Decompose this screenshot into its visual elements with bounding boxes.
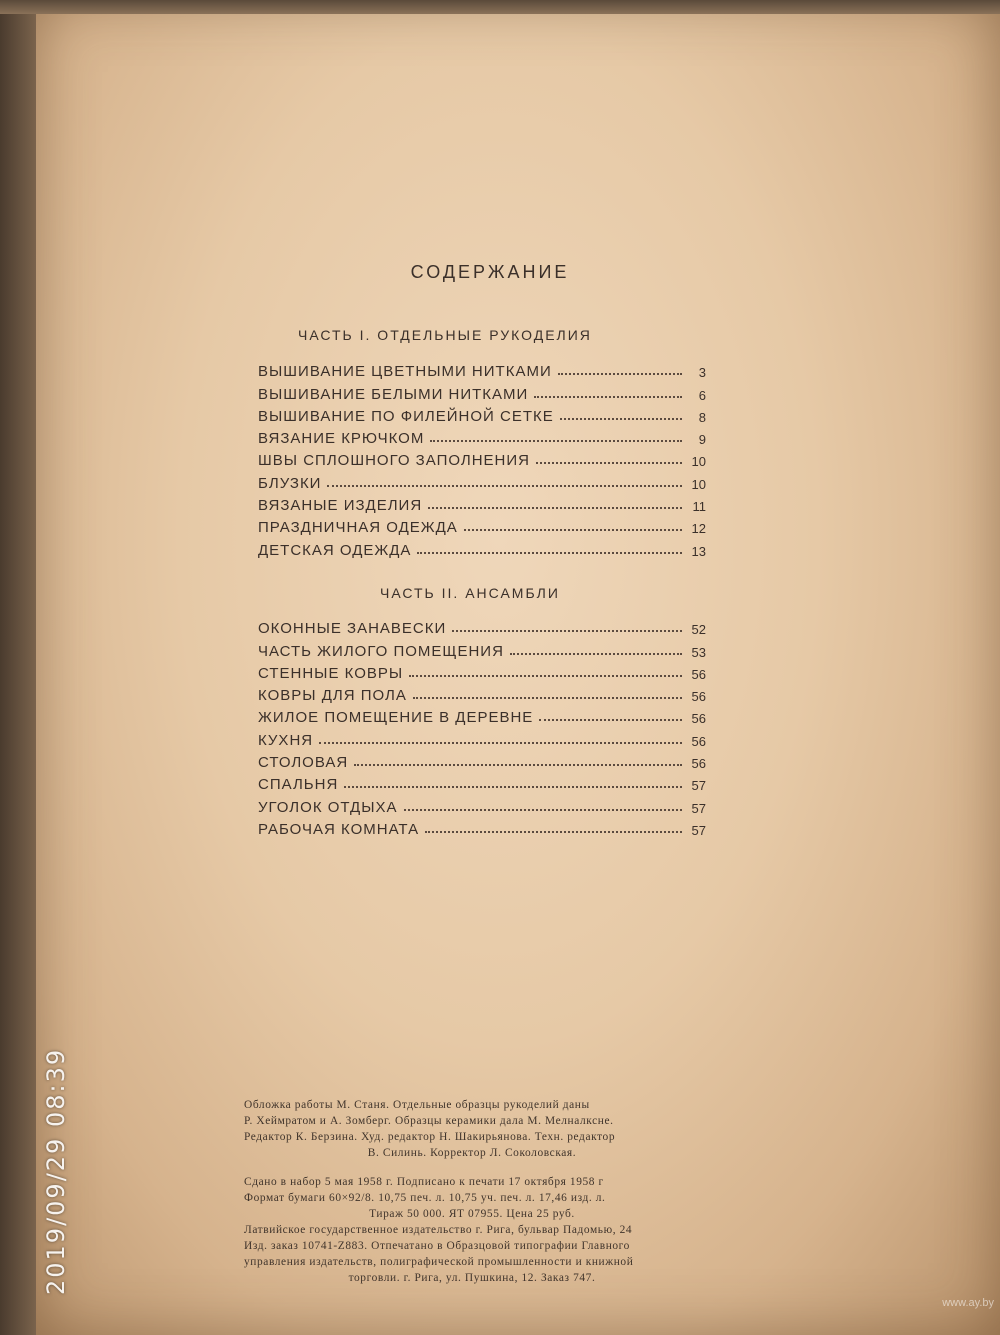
toc-entry-title: УГОЛОК ОТДЫХА [258,798,398,816]
credits-block [244,1097,700,1161]
part-1-heading: ЧАСТЬ I. ОТДЕЛЬНЫЕ РУКОДЕЛИЯ [298,327,592,343]
toc-leader-dots [409,675,682,677]
part-2-heading: ЧАСТЬ II. АНСАМБЛИ [380,585,560,601]
print-info-line: Изд. заказ 10741-Z883. Отпечатано в Образцовой типографии Главного [244,1240,630,1252]
toc-leader-dots [404,809,682,811]
toc-entry-page-number: 52 [691,622,706,638]
toc-entry-title: ДЕТСКАЯ ОДЕЖДА [258,541,412,559]
toc-entry-title: ВЫШИВАНИЕ ЦВЕТНЫМИ НИТКАМИ [258,363,552,381]
toc-entry-title: БЛУЗКИ [258,474,322,492]
toc-entry-title: ВЫШИВАНИЕ ПО ФИЛЕЙНОЙ СЕТКЕ [258,407,554,425]
toc-entry-page-number: 6 [698,387,706,403]
toc-leader-dots [539,719,682,721]
toc-entry [258,492,706,514]
toc-entry [258,726,706,748]
toc-leader-dots [430,440,682,442]
site-watermark: www.ay.by [942,1297,994,1309]
toc-entry [258,816,706,838]
toc-leader-dots [319,742,682,744]
toc-entry-page-number: 9 [698,432,706,448]
toc-leader-dots [417,552,682,554]
toc-entry-page-number: 53 [691,644,706,660]
toc-entry-page-number: 56 [691,711,706,727]
toc-entry [258,380,706,402]
credits-line: Р. Хеймратом и А. Зомберг. Образцы керамики дала М. Мелналксне. [244,1115,614,1127]
toc-entry-page-number: 57 [691,822,706,838]
print-info-line: Тираж 50 000. ЯТ 07955. Цена 25 руб. [369,1208,575,1220]
toc-entry-page-number: 56 [691,756,706,772]
toc-entry [258,637,706,659]
toc-entry-title: ВЯЗАНЫЕ ИЗДЕЛИЯ [258,497,423,515]
toc-entry-page-number: 13 [691,543,706,559]
toc-leader-dots [354,764,682,766]
toc-entry [258,447,706,469]
toc-entry-title: КУХНЯ [258,731,314,749]
toc-entry-title: ВЫШИВАНИЕ БЕЛЫМИ НИТКАМИ [258,385,529,403]
toc-leader-dots [413,697,682,699]
toc-entry [258,615,706,637]
toc-entry [258,358,706,380]
book-edge-shadow [0,0,36,1335]
credits-line: В. Силинь. Корректор Л. Соколовская. [367,1147,577,1159]
toc-entry-page-number: 57 [691,800,706,816]
toc-leader-dots [534,396,682,398]
toc-entry-page-number: 56 [691,666,706,682]
toc-leader-dots [558,373,682,375]
toc-entry-title: ПРАЗДНИЧНАЯ ОДЕЖДА [258,519,458,537]
toc-entry [258,793,706,815]
toc-entry-title: КОВРЫ ДЛЯ ПОЛА [258,687,407,705]
toc-entry-page-number: 56 [691,733,706,749]
toc-entry [258,682,706,704]
toc-entry-page-number: 10 [691,476,706,492]
toc-entry-page-number: 3 [698,365,706,381]
toc-leader-dots [344,786,682,788]
toc-entry-title: СПАЛЬНЯ [258,776,339,794]
toc-leader-dots [464,529,682,531]
print-info-line: торговли. г. Рига, ул. Пушкина, 12. Заказ 747. [348,1272,596,1284]
toc-entry [258,425,706,447]
toc-entry-page-number: 56 [691,689,706,705]
toc-entry-page-number: 8 [698,409,706,425]
toc-entry [258,403,706,425]
toc-leader-dots [536,462,682,464]
toc-entry-title: ОКОННЫЕ ЗАНАВЕСКИ [258,620,447,638]
toc-entry [258,514,706,536]
toc-entry-page-number: 11 [692,499,706,515]
part-2-toc-list [258,615,706,838]
toc-entry-page-number: 12 [691,521,706,537]
toc-entry [258,660,706,682]
toc-entry [258,749,706,771]
print-info-line: управления издательств, полиграфической промышленности и книжной [244,1256,634,1268]
toc-entry-title: ВЯЗАНИЕ КРЮЧКОМ [258,430,425,448]
toc-entry [258,536,706,558]
print-info-line: Формат бумаги 60×92/8. 10,75 печ. л. 10,75 уч. печ. л. 17,46 изд. л. [244,1192,606,1204]
toc-entry [258,469,706,491]
toc-entry-page-number: 57 [691,778,706,794]
toc-leader-dots [327,485,682,487]
toc-leader-dots [425,831,682,833]
toc-entry-title: ЖИЛОЕ ПОМЕЩЕНИЕ В ДЕРЕВНЕ [258,709,534,727]
toc-entry-title: СТЕННЫЕ КОВРЫ [258,664,404,682]
toc-leader-dots [428,507,682,509]
page-title: СОДЕРЖАНИЕ [410,262,570,282]
photo-timestamp: 2019/09/29 08:39 [42,1047,70,1295]
toc-entry-title: РАБОЧАЯ КОМНАТА [258,820,420,838]
toc-entry-page-number: 10 [691,454,706,470]
toc-entry-title: ЧАСТЬ ЖИЛОГО ПОМЕЩЕНИЯ [258,642,504,660]
toc-leader-dots [452,630,682,632]
print-info-line: Латвийское государственное издательство г. Рига, бульвар Падомью, 24 [244,1224,633,1236]
print-info-block [244,1174,700,1286]
toc-entry [258,704,706,726]
toc-entry-title: СТОЛОВАЯ [258,754,349,772]
toc-entry [258,771,706,793]
credits-line: Редактор К. Берзина. Худ. редактор Н. Шакирьянова. Техн. редактор [244,1131,616,1143]
toc-leader-dots [510,653,682,655]
part-1-toc-list [258,358,706,559]
print-info-line: Сдано в набор 5 мая 1958 г. Подписано к печати 17 октября 1958 г [244,1176,604,1188]
page-top-edge [0,0,1000,14]
toc-leader-dots [560,418,682,420]
toc-entry-title: ШВЫ СПЛОШНОГО ЗАПОЛНЕНИЯ [258,452,530,470]
credits-line: Обложка работы М. Станя. Отдельные образцы рукоделий даны [244,1099,590,1111]
